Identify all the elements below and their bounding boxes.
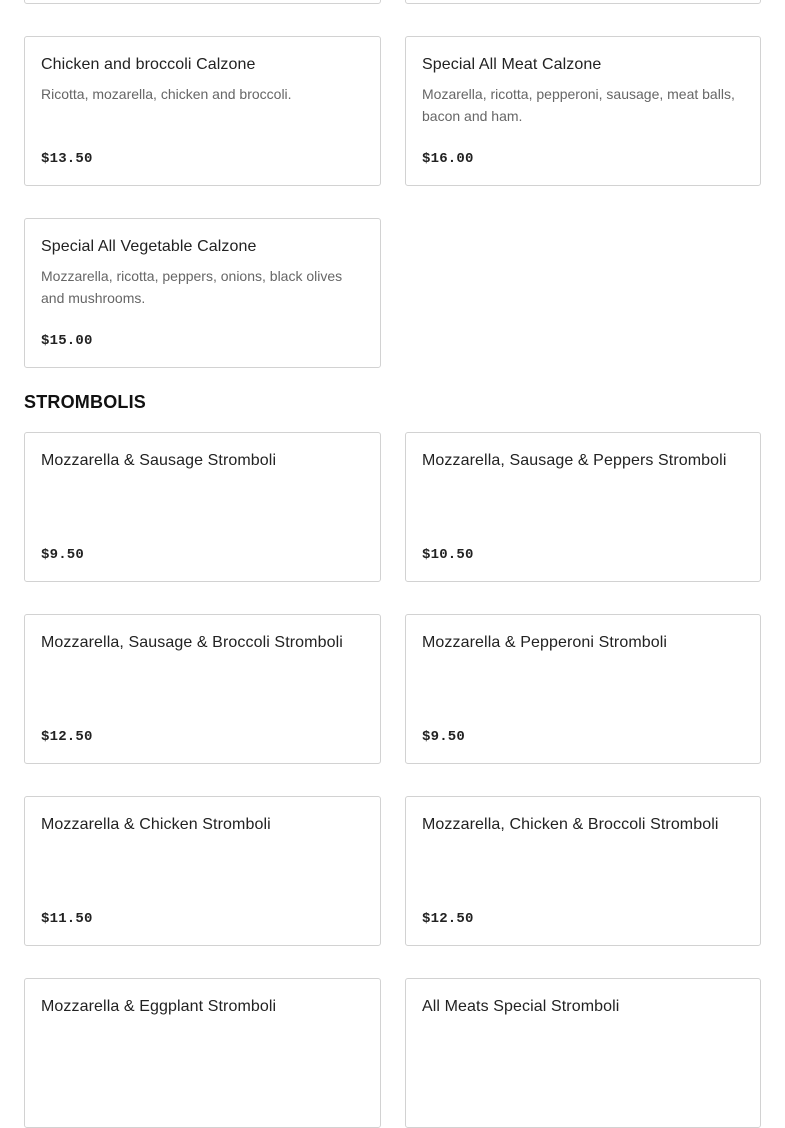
menu-item-card[interactable] bbox=[24, 796, 381, 946]
menu-item-price: $16.00 bbox=[422, 151, 474, 167]
menu-item-name: Mozzarella & Eggplant Stromboli bbox=[41, 998, 277, 1015]
menu-item-card[interactable] bbox=[405, 36, 761, 186]
menu-item-price: $12.50 bbox=[422, 911, 474, 927]
menu-item-card[interactable] bbox=[24, 218, 381, 368]
menu-item-description: Ricotta, mozarella, chicken and broccoli. bbox=[41, 86, 292, 102]
menu-item-price: $15.00 bbox=[41, 333, 93, 349]
menu-item-card[interactable] bbox=[24, 978, 381, 1128]
menu-item-name: Mozzarella & Pepperoni Stromboli bbox=[422, 634, 668, 651]
menu-item-card[interactable] bbox=[24, 432, 381, 582]
menu-item-name: Mozzarella & Sausage Stromboli bbox=[41, 452, 277, 469]
menu-item-name: Special All Meat Calzone bbox=[422, 56, 602, 73]
menu-item-card[interactable] bbox=[24, 36, 381, 186]
menu-item-description: Mozzarella, ricotta, peppers, onions, black olives and mushrooms. bbox=[41, 268, 343, 306]
menu-item-name: Chicken and broccoli Calzone bbox=[41, 56, 256, 73]
menu-item-card[interactable] bbox=[24, 614, 381, 764]
menu-item-description: Mozarella, ricotta, pepperoni, sausage, meat balls, bacon and ham. bbox=[422, 86, 735, 124]
menu-item-price: $12.50 bbox=[41, 729, 93, 745]
menu-item-price: $9.50 bbox=[41, 547, 85, 563]
menu-item-card[interactable] bbox=[24, 0, 381, 4]
menu-item-name: Mozzarella & Chicken Stromboli bbox=[41, 816, 271, 833]
menu-item-name: Special All Vegetable Calzone bbox=[41, 238, 257, 255]
menu-item-card[interactable] bbox=[405, 432, 761, 582]
menu-item-card[interactable] bbox=[405, 978, 761, 1128]
menu-item-name: Mozzarella, Sausage & Peppers Stromboli bbox=[422, 452, 727, 469]
menu-item-card[interactable] bbox=[405, 796, 761, 946]
menu-item-name: Mozzarella, Sausage & Broccoli Stromboli bbox=[41, 634, 343, 651]
menu-item-card[interactable] bbox=[405, 0, 761, 4]
menu-item-price: $13.50 bbox=[41, 151, 93, 167]
menu-item-price: $9.50 bbox=[422, 729, 466, 745]
menu-item-name: Mozzarella, Chicken & Broccoli Stromboli bbox=[422, 816, 719, 833]
menu-item-card[interactable] bbox=[405, 614, 761, 764]
menu-item-price: $10.50 bbox=[422, 547, 474, 563]
menu-item-name: All Meats Special Stromboli bbox=[422, 998, 620, 1015]
section-heading-strombolis: STROMBOLIS bbox=[24, 392, 146, 412]
menu-item-price: $11.50 bbox=[41, 911, 93, 927]
